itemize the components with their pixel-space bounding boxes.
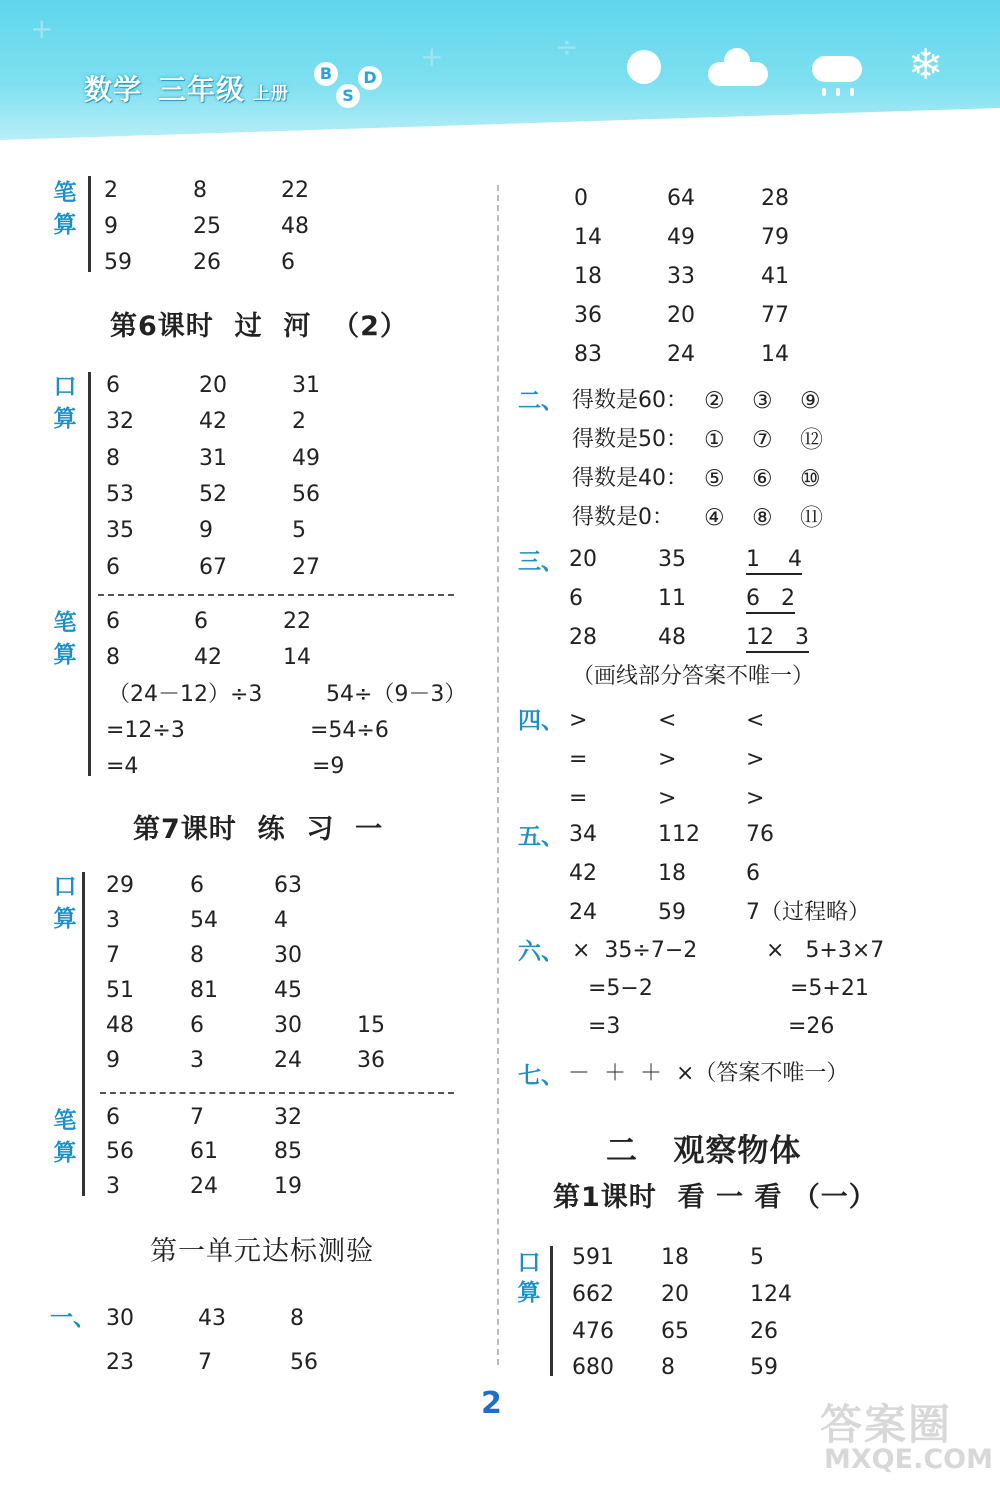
answer: 3 xyxy=(106,1174,120,1199)
answer: 34 xyxy=(569,822,597,847)
answer: 59 xyxy=(750,1355,778,1380)
answer: 18 xyxy=(574,264,602,289)
answer: 28 xyxy=(569,625,597,650)
answer: 42 xyxy=(569,861,597,886)
lesson6-title: 第6课时 过 河 （2） xyxy=(110,311,408,342)
answer: 26 xyxy=(193,250,221,275)
underlined-answer: 1 4 xyxy=(746,549,802,575)
answer: 33 xyxy=(667,264,695,289)
answer: 6 xyxy=(106,1105,120,1130)
expression: =12÷3 xyxy=(106,718,185,743)
answer: 26 xyxy=(750,1319,778,1344)
answer: 30 xyxy=(106,1306,134,1331)
answer: 8 xyxy=(106,446,120,471)
answer: 8 xyxy=(106,645,120,670)
answer: 67 xyxy=(199,555,227,580)
answer: 23 xyxy=(106,1350,134,1375)
answer: 4 xyxy=(274,908,288,933)
watermark: 答案圈 xyxy=(820,1400,953,1449)
expression: =5−2 xyxy=(588,976,653,1001)
plus-icon: + xyxy=(30,12,54,45)
answer: > xyxy=(658,786,677,811)
answer: 7（过程略） xyxy=(746,900,870,925)
column-divider xyxy=(497,185,499,1365)
answer-note: （画线部分答案不唯一） xyxy=(572,664,815,689)
answer: 24 xyxy=(569,900,597,925)
circled-number: ⑨ xyxy=(800,388,821,414)
vertical-bar xyxy=(88,372,91,776)
answer: 20 xyxy=(667,303,695,328)
answer: 18 xyxy=(658,861,686,886)
circled-number: ④ xyxy=(704,505,725,531)
answer: 83 xyxy=(574,342,602,367)
answer: 31 xyxy=(199,446,227,471)
snowflake-icon: ❄ xyxy=(908,40,944,89)
subject: 数学 xyxy=(84,73,143,106)
answer: 61 xyxy=(190,1139,218,1164)
answer: 32 xyxy=(106,409,134,434)
answer: 56 xyxy=(290,1350,318,1375)
answer: 3 xyxy=(106,908,120,933)
answer: 20 xyxy=(199,373,227,398)
answer: 6 xyxy=(190,1013,204,1038)
answer: 7 xyxy=(190,1105,204,1130)
kousuan-label-1: 口 xyxy=(517,1250,541,1276)
answer: 56 xyxy=(106,1139,134,1164)
vertical-bar xyxy=(82,872,85,1196)
answer: 31 xyxy=(292,373,320,398)
answer: 5 xyxy=(292,518,306,543)
answer: 476 xyxy=(572,1319,614,1344)
answer: 24 xyxy=(190,1174,218,1199)
answer: = xyxy=(569,747,588,772)
answer: 64 xyxy=(667,186,695,211)
answer: 25 xyxy=(193,214,221,239)
question-number: 六、 xyxy=(518,939,564,965)
answer: = xyxy=(569,786,588,811)
bisuan-label-2: 算 xyxy=(53,212,77,238)
answer-text: 得数是60： xyxy=(572,388,688,413)
plus-icon: + xyxy=(420,40,444,73)
answer: 42 xyxy=(194,645,222,670)
answer: 79 xyxy=(761,225,789,250)
answer: 51 xyxy=(106,978,134,1003)
answer: 9 xyxy=(104,214,118,239)
answer: 59 xyxy=(658,900,686,925)
question-number: 二、 xyxy=(518,388,564,414)
answer: 48 xyxy=(281,214,309,239)
answer: 77 xyxy=(761,303,789,328)
answer: 591 xyxy=(572,1245,614,1270)
expression: × 5+3×7 xyxy=(766,938,885,963)
answer: 18 xyxy=(661,1245,689,1270)
volume: 上册 xyxy=(253,84,290,104)
answer: 56 xyxy=(292,482,320,507)
logo-badge-b: B xyxy=(314,62,338,86)
answer: 19 xyxy=(274,1174,302,1199)
answer: > xyxy=(746,786,765,811)
expression: =9 xyxy=(312,754,345,779)
question-number: 三、 xyxy=(518,549,564,575)
answer: 43 xyxy=(198,1306,226,1331)
expression: 54÷（9－3） xyxy=(326,682,467,707)
lesson7-title: 第7课时 练 习 一 xyxy=(133,814,384,845)
answer: 8 xyxy=(193,178,207,203)
answer: 30 xyxy=(274,1013,302,1038)
answer: 35 xyxy=(106,518,134,543)
answer: > xyxy=(569,708,588,733)
answer: 112 xyxy=(658,822,700,847)
answer: 2 xyxy=(292,409,306,434)
answer: 20 xyxy=(569,547,597,572)
answer-text: 得数是50： xyxy=(572,427,688,452)
answer-text: － ＋ ＋ ×（答案不唯一） xyxy=(568,1061,849,1086)
circled-number: ⑩ xyxy=(800,466,821,492)
answer: 28 xyxy=(761,186,789,211)
kousuan-label-2: 算 xyxy=(517,1280,541,1306)
expression: × 35÷7−2 xyxy=(572,938,698,963)
answer: 53 xyxy=(106,482,134,507)
unit-test-title: 第一单元达标测验 xyxy=(150,1236,374,1267)
bisuan-label-2: 算 xyxy=(53,1140,77,1166)
circled-number: ⑪ xyxy=(800,505,823,531)
answer: 2 xyxy=(104,178,118,203)
answer: 14 xyxy=(761,342,789,367)
answer: 680 xyxy=(572,1355,614,1380)
answer: 22 xyxy=(283,609,311,634)
answer: 8 xyxy=(190,943,204,968)
answer: 8 xyxy=(661,1355,675,1380)
answer: 11 xyxy=(658,586,686,611)
answer: 32 xyxy=(274,1105,302,1130)
answer: 6 xyxy=(569,586,583,611)
question-number: 四、 xyxy=(518,708,564,734)
answer: < xyxy=(746,708,765,733)
vertical-bar xyxy=(550,1246,553,1376)
answer: 41 xyxy=(761,264,789,289)
vertical-bar xyxy=(88,176,91,272)
bisuan-label-1: 笔 xyxy=(53,180,77,206)
logo-badge-d: D xyxy=(358,66,382,90)
kousuan-label-1: 口 xyxy=(53,374,77,400)
answer: 76 xyxy=(746,822,774,847)
answer: 6 xyxy=(194,609,208,634)
answer: 85 xyxy=(274,1139,302,1164)
answer: 49 xyxy=(667,225,695,250)
kousuan-label-2: 算 xyxy=(53,906,77,932)
answer: 22 xyxy=(281,178,309,203)
underlined-answer: 12 3 xyxy=(746,627,809,653)
question-number: 一、 xyxy=(50,1305,96,1331)
answer: > xyxy=(658,747,677,772)
book-title xyxy=(84,68,289,108)
answer: 6 xyxy=(746,861,760,886)
answer: 6 xyxy=(106,555,120,580)
answer: 14 xyxy=(574,225,602,250)
bisuan-label-1: 笔 xyxy=(53,610,77,636)
answer: 124 xyxy=(750,1282,792,1307)
dashed-divider xyxy=(100,1092,454,1094)
dashed-divider xyxy=(98,594,454,596)
kousuan-label-2: 算 xyxy=(53,406,77,432)
answer: 27 xyxy=(292,555,320,580)
answer: 54 xyxy=(190,908,218,933)
answer: 14 xyxy=(283,645,311,670)
answer-text: 得数是40： xyxy=(572,466,688,491)
answer: 63 xyxy=(274,873,302,898)
answer: 6 xyxy=(190,873,204,898)
answer: 35 xyxy=(658,547,686,572)
answer: 7 xyxy=(106,943,120,968)
answer: 36 xyxy=(574,303,602,328)
circled-number: ② xyxy=(704,388,725,414)
answer: 65 xyxy=(661,1319,689,1344)
answer: 45 xyxy=(274,978,302,1003)
answer: 9 xyxy=(106,1048,120,1073)
answer: 24 xyxy=(667,342,695,367)
expression: =5+21 xyxy=(790,976,869,1001)
answer: 8 xyxy=(290,1306,304,1331)
answer: 49 xyxy=(292,446,320,471)
expression: =3 xyxy=(588,1014,621,1039)
expression: =26 xyxy=(788,1014,835,1039)
lesson1-title: 第1课时 看 一 看 （一） xyxy=(553,1182,877,1213)
grade: 三年级 xyxy=(158,73,246,106)
answer: 81 xyxy=(190,978,218,1003)
answer: 52 xyxy=(199,482,227,507)
kousuan-label-1: 口 xyxy=(53,874,77,900)
divide-icon: ÷ xyxy=(555,30,579,63)
circled-number: ③ xyxy=(752,388,773,414)
expression: （24－12）÷3 xyxy=(108,682,263,707)
answer: 662 xyxy=(572,1282,614,1307)
circled-number: ⑧ xyxy=(752,505,773,531)
answer: 59 xyxy=(104,250,132,275)
circled-number: ① xyxy=(704,427,725,453)
answer: 48 xyxy=(106,1013,134,1038)
bisuan-label-1: 笔 xyxy=(53,1108,77,1134)
circled-number: ⑫ xyxy=(800,427,823,453)
unit2-title: 二 观察物体 xyxy=(606,1133,802,1169)
answer: > xyxy=(746,747,765,772)
answer: 6 xyxy=(281,250,295,275)
answer: 3 xyxy=(190,1048,204,1073)
answer-text: 得数是0： xyxy=(572,505,674,530)
logo-badge-s: S xyxy=(336,84,360,108)
circled-number: ⑦ xyxy=(752,427,773,453)
circled-number: ⑤ xyxy=(704,466,725,492)
bisuan-label-2: 算 xyxy=(53,642,77,668)
page-number: 2 xyxy=(481,1386,502,1421)
answer: 9 xyxy=(199,518,213,543)
answer: 5 xyxy=(750,1245,764,1270)
answer: 15 xyxy=(357,1013,385,1038)
answer: 20 xyxy=(661,1282,689,1307)
circled-number: ⑥ xyxy=(752,466,773,492)
answer: 48 xyxy=(658,625,686,650)
answer: 42 xyxy=(199,409,227,434)
expression: =4 xyxy=(106,754,139,779)
answer: 0 xyxy=(574,186,588,211)
watermark-url: MXQE.COM xyxy=(824,1444,993,1475)
question-number: 五、 xyxy=(518,824,564,850)
answer: 29 xyxy=(106,873,134,898)
sun-icon xyxy=(627,50,661,84)
answer: 24 xyxy=(274,1048,302,1073)
answer: 6 xyxy=(106,373,120,398)
answer: 36 xyxy=(357,1048,385,1073)
expression: =54÷6 xyxy=(310,718,389,743)
answer: 7 xyxy=(198,1350,212,1375)
answer: < xyxy=(658,708,677,733)
question-number: 七、 xyxy=(518,1063,564,1089)
answer: 30 xyxy=(274,943,302,968)
answer: 6 xyxy=(106,609,120,634)
underlined-answer: 6 2 xyxy=(746,588,795,614)
